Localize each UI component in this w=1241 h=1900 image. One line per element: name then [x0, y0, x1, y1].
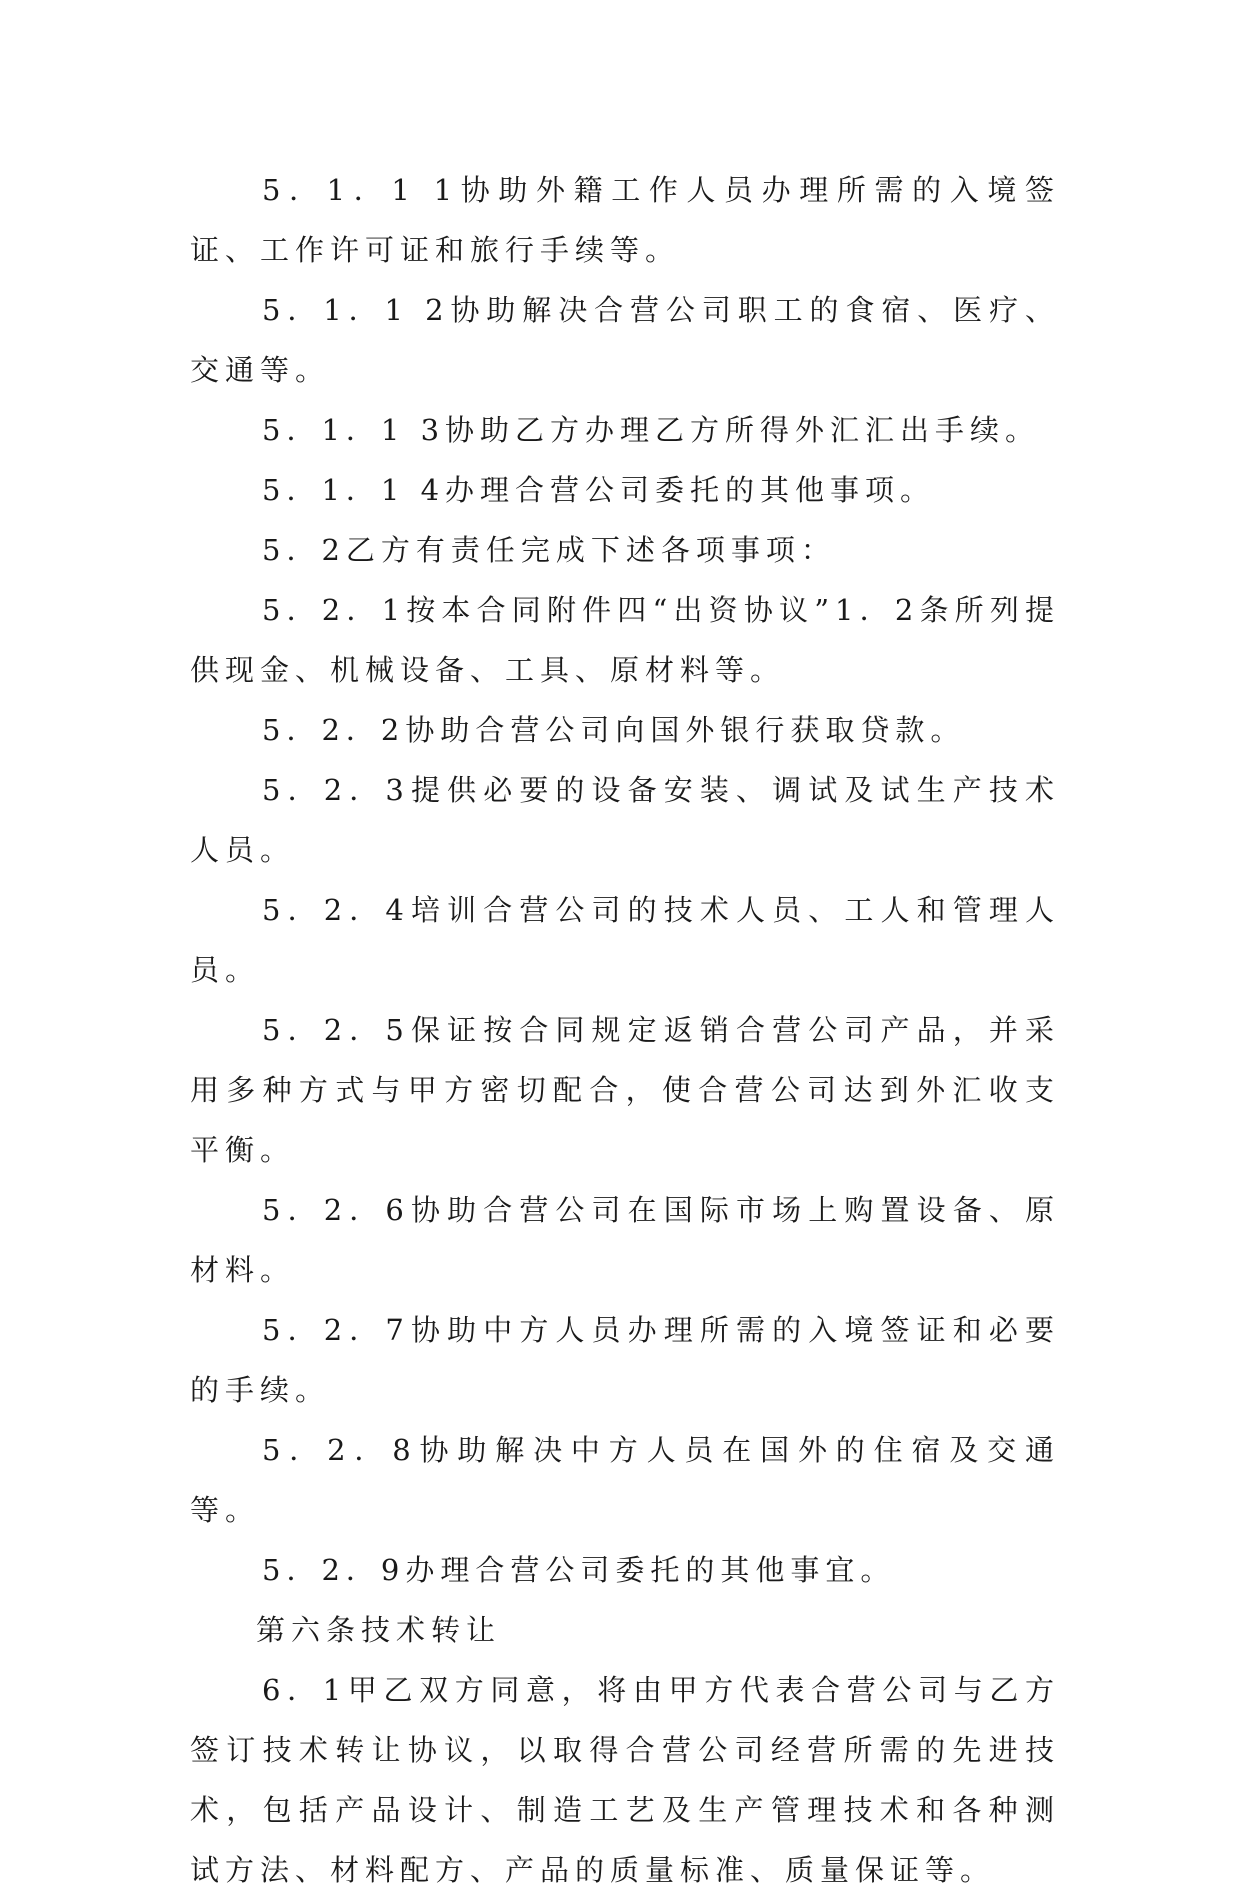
paragraph-5-2-4: 5．2．4培训合营公司的技术人员、工人和管理人员。: [190, 893, 1060, 987]
paragraph-6-1: 6．1甲乙双方同意，将由甲方代表合营公司与乙方签订技术转让协议，以取得合营公司经营所需的先进技术，包括产品设计、制造工艺及生产管理技术和各种测试方法、材料配方、产品的质量标准、质量保证等。: [190, 1673, 1060, 1887]
paragraph-5-2-3: 5．2．3提供必要的设备安装、调试及试生产技术人员。: [190, 773, 1060, 867]
paragraph-5-2-5: 5．2．5保证按合同规定返销合营公司产品，并采用多种方式与甲方密切配合，使合营公司达到外汇收支平衡。: [190, 1013, 1060, 1167]
paragraph-5-2-6: 5．2．6协助合营公司在国际市场上购置设备、原材料。: [190, 1193, 1060, 1287]
paragraph-5-1-13: 5．1．1 3协助乙方办理乙方所得外汇汇出手续。: [262, 413, 1041, 447]
paragraph-5-1-11: 5．1．1 1协助外籍工作人员办理所需的入境签证、工作许可证和旅行手续等。: [190, 173, 1060, 267]
paragraph-5-2-2: 5．2．2协助合营公司向国外银行获取贷款。: [262, 713, 966, 747]
section-heading-article-6: 第六条技术转让: [256, 1613, 502, 1647]
paragraph-5-2-7: 5．2．7协助中方人员办理所需的入境签证和必要的手续。: [190, 1313, 1060, 1407]
paragraph-5-2-1: 5．2．1按本合同附件四“出资协议”1．2条所列提供现金、机械设备、工具、原材料等。: [190, 593, 1060, 687]
paragraph-5-2-8: 5．2．8协助解决中方人员在国外的住宿及交通等。: [190, 1433, 1060, 1527]
paragraph-5-2-9: 5．2．9办理合营公司委托的其他事宜。: [262, 1553, 896, 1587]
document-body: [190, 160, 1060, 1900]
paragraph-5-1-12: 5．1．1 2协助解决合营公司职工的食宿、医疗、交通等。: [190, 293, 1060, 387]
paragraph-5-2: 5．2乙方有责任完成下述各项事项：: [262, 533, 836, 567]
paragraph-5-1-14: 5．1．1 4办理合营公司委托的其他事项。: [262, 473, 936, 507]
